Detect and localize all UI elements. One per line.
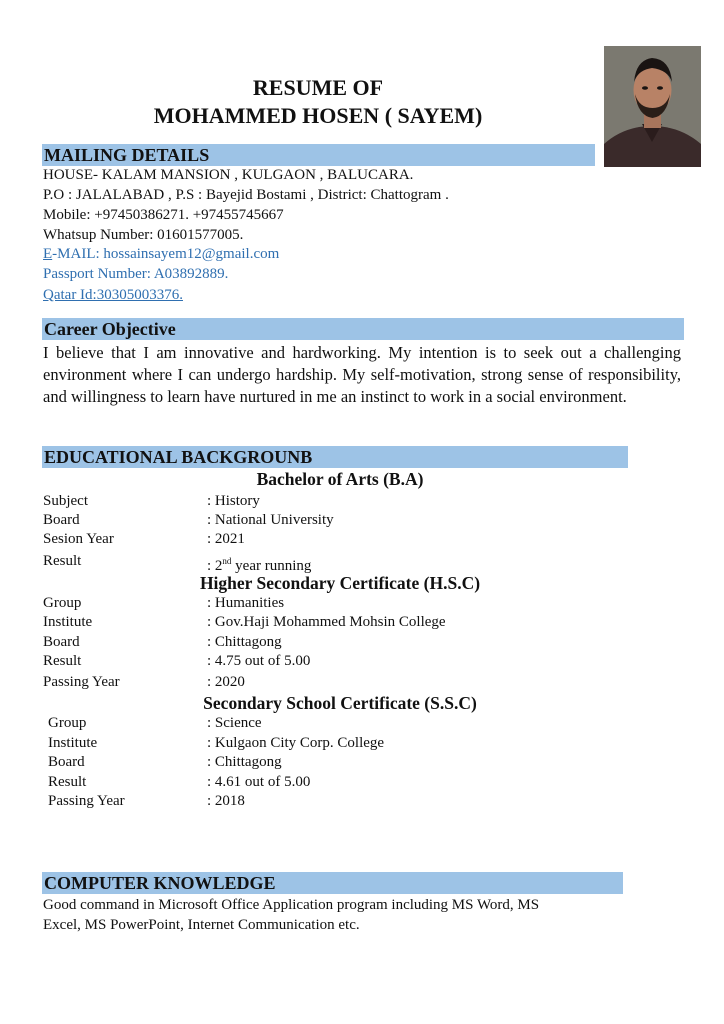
- hsc-institute-label: Institute: [43, 614, 93, 630]
- ssc-institute-value: : Kulgaon City Corp. College: [207, 735, 385, 751]
- ssc-result-value: : 4.61 out of 5.00: [207, 774, 311, 790]
- hsc-year-label: Passing Year: [43, 674, 120, 690]
- passport-number: Passport Number: A03892889.: [43, 266, 229, 282]
- address-line-2: P.O : JALALABAD , P.S : Bayejid Bostami , District: Chattogram .: [43, 187, 449, 203]
- hsc-result-value: : 4.75 out of 5.00: [207, 653, 311, 669]
- degree-title-ssc: Secondary School Certificate (S.S.C): [203, 693, 477, 713]
- hsc-result-label: Result: [43, 653, 82, 669]
- ssc-result-label: Result: [48, 774, 87, 790]
- computer-knowledge-line-2: Excel, MS PowerPoint, Internet Communication etc.: [43, 917, 360, 933]
- hsc-board-label: Board: [43, 634, 80, 650]
- address-line-1: HOUSE- KALAM MANSION , KULGAON , BALUCARA.: [43, 167, 414, 183]
- section-heading-career: Career Objective: [42, 318, 684, 340]
- whatsapp-number: Whatsup Number: 01601577005.: [43, 227, 244, 243]
- computer-knowledge-line-1: Good command in Microsoft Office Application program including MS Word, MS: [43, 897, 540, 913]
- degree-title-ba: Bachelor of Arts (B.A): [256, 469, 424, 489]
- ba-session-value: : 2021: [207, 531, 245, 547]
- ba-result-sup: nd: [222, 556, 232, 566]
- email-prefix: E: [43, 246, 53, 262]
- ba-session-label: Sesion Year: [43, 531, 114, 547]
- email-address: -MAIL: hossainsayem12@gmail.com: [52, 246, 280, 262]
- degree-title-hsc: Higher Secondary Certificate (H.S.C): [199, 573, 481, 593]
- hsc-board-value: : Chittagong: [207, 634, 282, 650]
- ssc-year-label: Passing Year: [48, 793, 125, 809]
- ssc-group-value: : Science: [207, 715, 262, 731]
- ba-board-label: Board: [43, 512, 80, 528]
- hsc-group-label: Group: [43, 595, 82, 611]
- ssc-institute-label: Institute: [48, 735, 98, 751]
- ba-board-value: : National University: [207, 512, 334, 528]
- ba-result-label: Result: [43, 553, 82, 569]
- mobile-numbers: Mobile: +97450386271. +97455745667: [43, 207, 284, 223]
- ba-result-pre: : 2: [207, 558, 223, 574]
- email-link[interactable]: [43, 245, 279, 264]
- profile-photo: [604, 46, 701, 167]
- hsc-year-value: : 2020: [207, 674, 245, 690]
- section-heading-computer: COMPUTER KNOWLEDGE: [42, 872, 623, 894]
- ssc-group-label: Group: [48, 715, 87, 731]
- section-heading-mailing: MAILING DETAILS: [42, 144, 595, 166]
- ssc-board-value: : Chittagong: [207, 754, 282, 770]
- ssc-year-value: : 2018: [207, 793, 245, 809]
- career-objective-text: I believe that I am innovative and hardworking. My intention is to seek out a challenging environment where I can undergo hardship. My self-motivation, strong sense of responsibility, and willingness to learn have nurtured in me an instinct to work in a social environment.: [43, 343, 681, 406]
- ssc-board-label: Board: [48, 754, 85, 770]
- ba-result-post: year running: [231, 558, 312, 574]
- hsc-group-value: : Humanities: [207, 595, 285, 611]
- resume-title-line1: RESUME OF: [252, 75, 384, 100]
- section-heading-education: EDUCATIONAL BACKGROUNB: [42, 446, 628, 468]
- ba-subject-value: : History: [207, 493, 260, 509]
- hsc-institute-value: : Gov.Haji Mohammed Mohsin College: [207, 614, 446, 630]
- resume-title-name: MOHAMMED HOSEN ( SAYEM): [153, 103, 483, 128]
- ba-subject-label: Subject: [43, 493, 88, 509]
- qatar-id: Qatar Id:30305003376.: [43, 287, 183, 303]
